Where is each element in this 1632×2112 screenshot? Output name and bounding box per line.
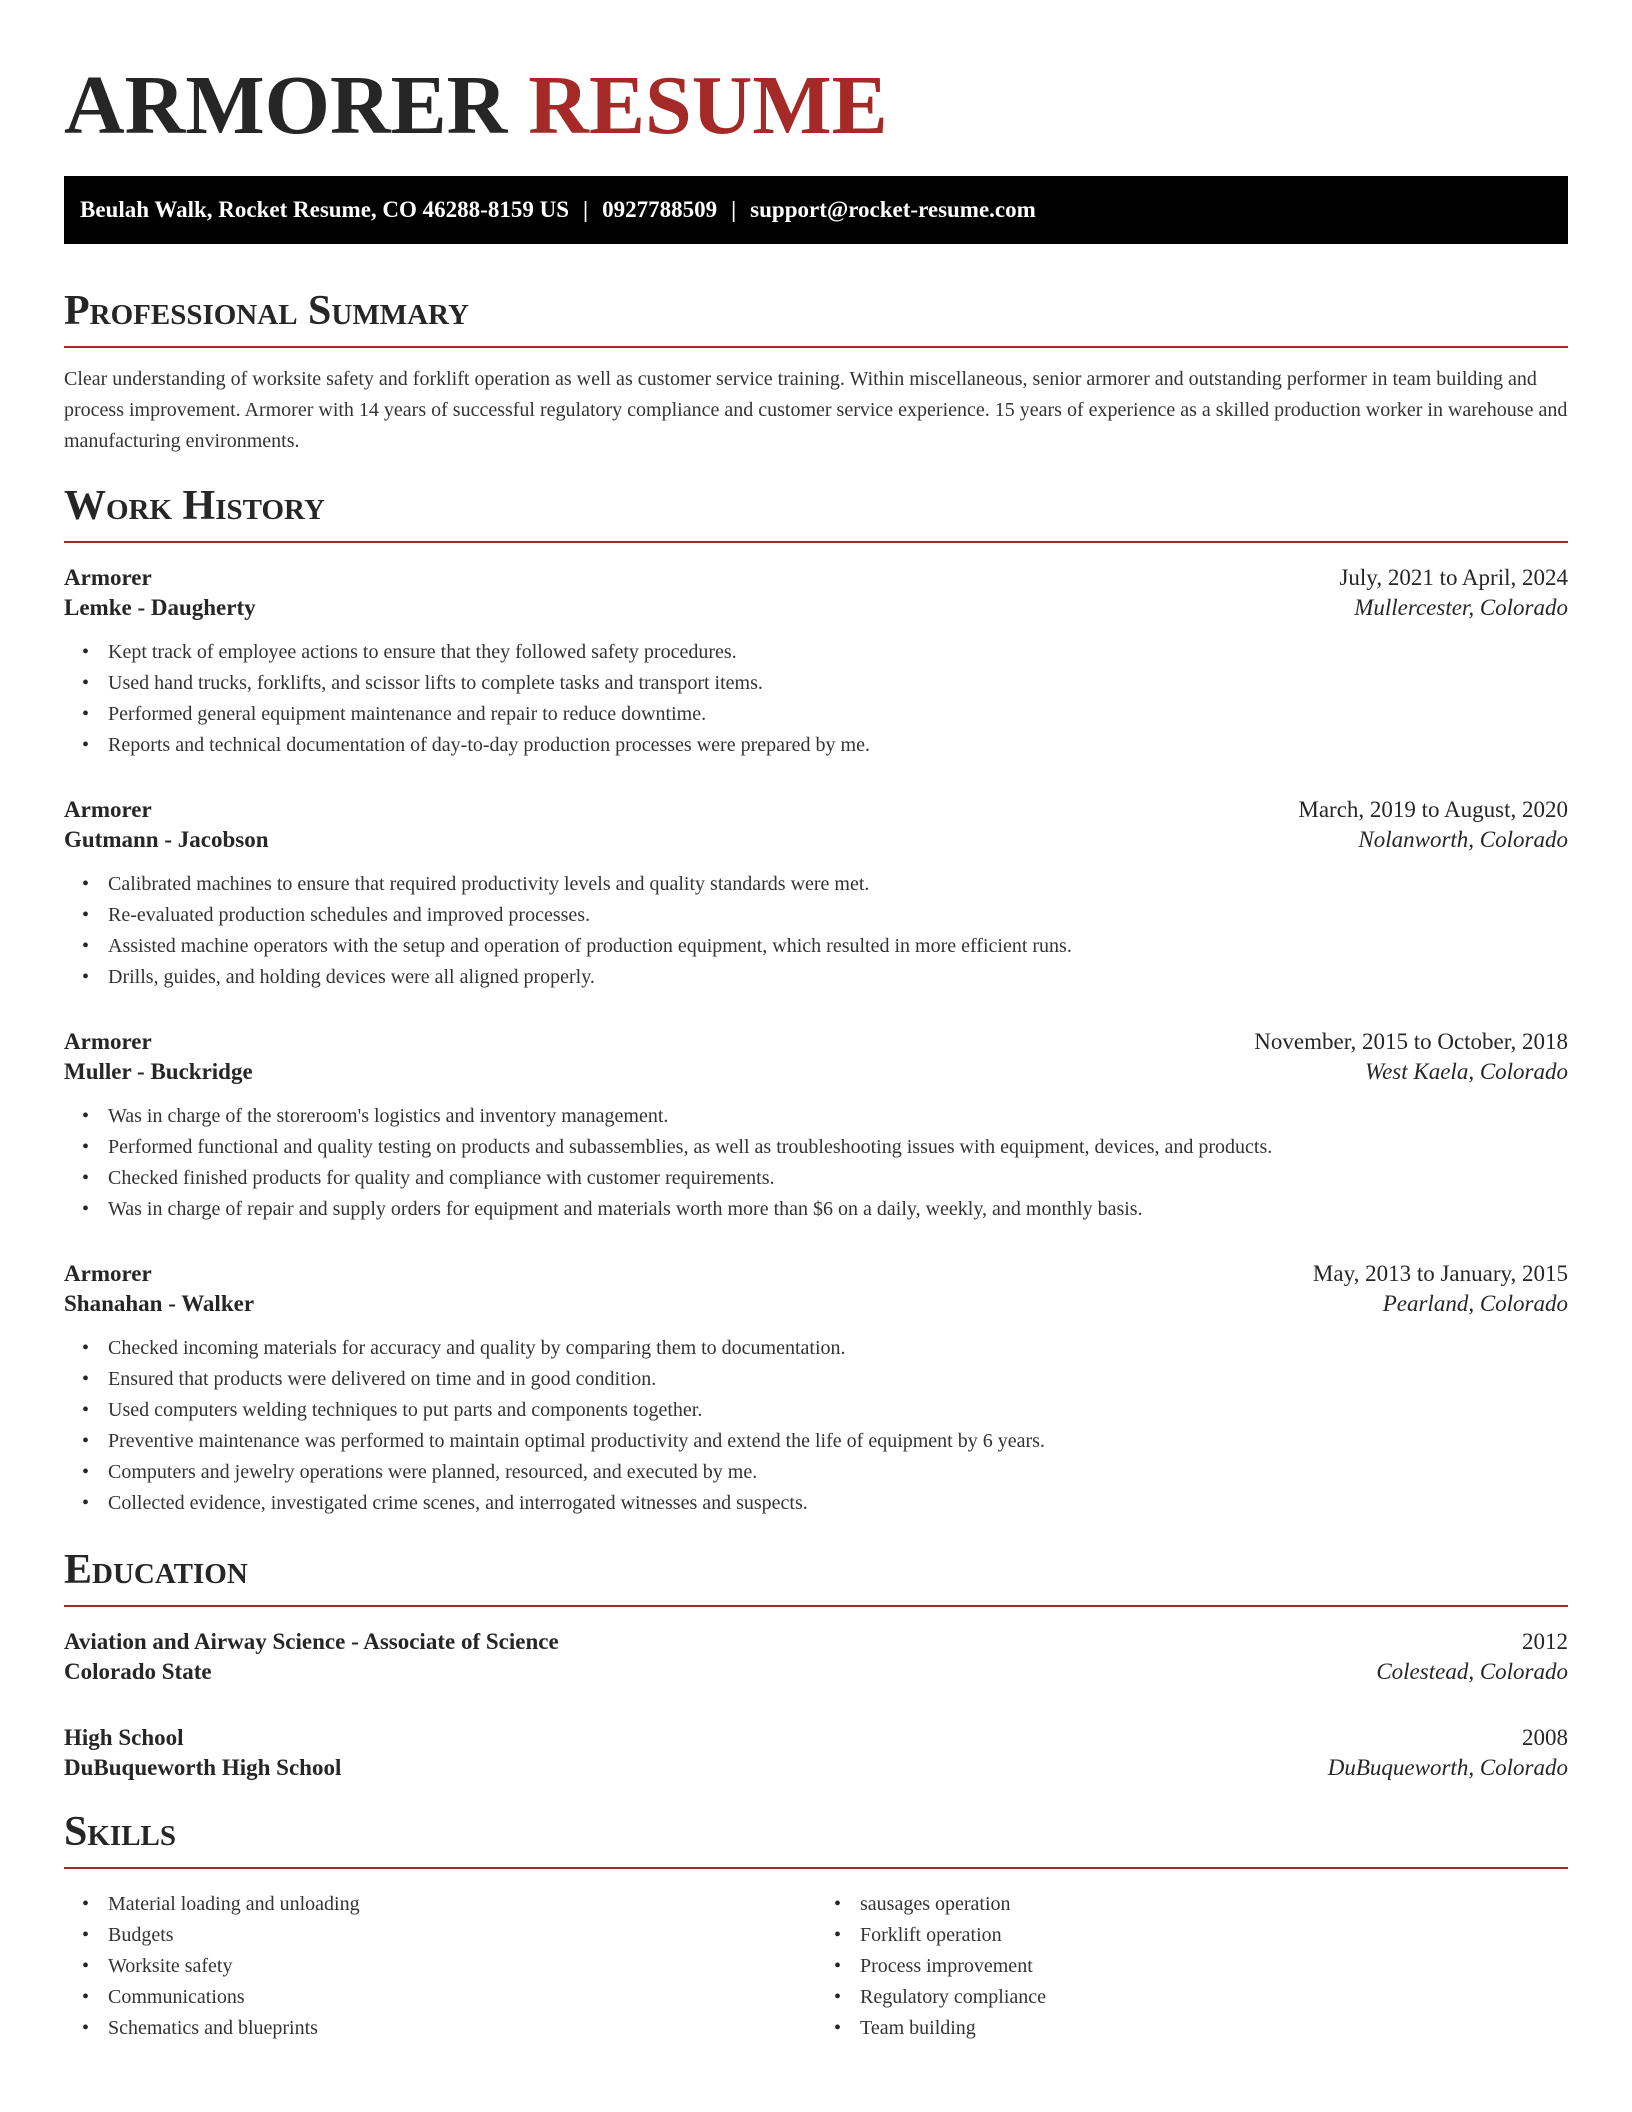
- skill-item: • Material loading and unloading: [108, 1889, 816, 1920]
- skill-item: • Budgets: [108, 1920, 816, 1951]
- company-name: Shanahan - Walker: [64, 1291, 255, 1316]
- job-bullet: • Performed general equipment maintenance and repair to reduce downtime.: [108, 699, 1568, 730]
- job-title: Armorer: [64, 1261, 152, 1286]
- job-bullet-list: [64, 637, 1568, 761]
- job-title: Armorer: [64, 797, 152, 822]
- job-company-row: [64, 1059, 1568, 1085]
- job-dates: July, 2021 to April, 2024: [1339, 565, 1568, 590]
- job-location: Pearland, Colorado: [1382, 1291, 1568, 1316]
- job-bullet: • Checked finished products for quality and compliance with customer requirements.: [108, 1163, 1568, 1194]
- contact-bar: [64, 176, 1568, 244]
- work-history-section: [64, 481, 1568, 1519]
- skills-section: [64, 1807, 1568, 2044]
- job-bullet: • Re-evaluated production schedules and improved processes.: [108, 900, 1568, 931]
- job-bullet: • Used hand trucks, forklifts, and scissor lifts to complete tasks and transport items.: [108, 668, 1568, 699]
- skill-item: • sausages operation: [860, 1889, 1568, 1920]
- job-title: Armorer: [64, 565, 152, 590]
- skill-item: • Schematics and blueprints: [108, 2013, 816, 2044]
- education-school-row: [64, 1659, 1568, 1685]
- job-bullet: • Assisted machine operators with the setup and operation of production equipment, which resulted in more efficient runs.: [108, 931, 1568, 962]
- skill-item: • Regulatory compliance: [860, 1982, 1568, 2013]
- job-bullet: • Was in charge of repair and supply orders for equipment and materials worth more than $6 on a daily, weekly, and monthly basis.: [108, 1194, 1568, 1225]
- skills-heading: Skills: [64, 1809, 177, 1855]
- education-school-row: [64, 1755, 1568, 1781]
- section-divider: [64, 346, 1568, 348]
- skill-item: • Process improvement: [860, 1951, 1568, 1982]
- job-list: [64, 565, 1568, 1519]
- education-section: [64, 1545, 1568, 1781]
- skill-item: • Forklift operation: [860, 1920, 1568, 1951]
- job-bullet: • Was in charge of the storeroom's logistics and inventory management.: [108, 1101, 1568, 1132]
- job-location: West Kaela, Colorado: [1365, 1059, 1568, 1084]
- school-name: Colorado State: [64, 1659, 212, 1684]
- job-bullet-list: [64, 1101, 1568, 1225]
- summary-text: Clear understanding of worksite safety and forklift operation as well as customer service training. Within miscellaneous, senior armorer and outstanding performer in team building and process improvement. Armorer with 14 years of successful regulatory compliance and customer service experience. 15 years of experience as a skilled production worker in warehouse and manufacturing environments.: [64, 368, 1568, 452]
- job-header-row: [64, 1261, 1568, 1287]
- job-company-row: [64, 1291, 1568, 1317]
- job-bullet: • Used computers welding techniques to put parts and components together.: [108, 1395, 1568, 1426]
- summary-section: [64, 286, 1568, 457]
- contact-phone: 0927788509: [602, 197, 718, 222]
- contact-separator: |: [583, 197, 589, 222]
- contact-address: Beulah Walk, Rocket Resume, CO 46288-8159 US: [80, 197, 569, 222]
- education-year: 2008: [1522, 1725, 1568, 1750]
- job-bullet: • Checked incoming materials for accuracy and quality by comparing them to documentation.: [108, 1333, 1568, 1364]
- education-header-row: [64, 1725, 1568, 1751]
- job-bullet: • Computers and jewelry operations were planned, resourced, and executed by me.: [108, 1457, 1568, 1488]
- job-entry: [64, 565, 1568, 761]
- education-header-row: [64, 1629, 1568, 1655]
- job-dates: November, 2015 to October, 2018: [1254, 1029, 1568, 1054]
- job-header-row: [64, 1029, 1568, 1055]
- job-bullet: • Performed functional and quality testing on products and subassemblies, as well as troubleshooting issues with equipment, devices, and products.: [108, 1132, 1568, 1163]
- resume-title: [64, 56, 1568, 156]
- skills-column-left: [64, 1889, 816, 2044]
- summary-heading: Professional Summary: [64, 288, 469, 334]
- job-header-row: [64, 565, 1568, 591]
- job-company-row: [64, 595, 1568, 621]
- job-header-row: [64, 797, 1568, 823]
- job-company-row: [64, 827, 1568, 853]
- education-degree: Aviation and Airway Science - Associate of Science: [64, 1629, 559, 1654]
- school-name: DuBuqueworth High School: [64, 1755, 342, 1780]
- job-location: Nolanworth, Colorado: [1358, 827, 1568, 852]
- skill-item: • Communications: [108, 1982, 816, 2013]
- job-bullet: • Drills, guides, and holding devices were all aligned properly.: [108, 962, 1568, 993]
- education-degree: High School: [64, 1725, 184, 1750]
- job-entry: [64, 1029, 1568, 1225]
- skill-item: • Team building: [860, 2013, 1568, 2044]
- skills-column-right: [816, 1889, 1568, 2044]
- school-location: Colestead, Colorado: [1376, 1659, 1568, 1684]
- work-history-heading: Work History: [64, 483, 325, 529]
- skill-item: • Worksite safety: [108, 1951, 816, 1982]
- company-name: Gutmann - Jacobson: [64, 827, 269, 852]
- job-bullet: • Ensured that products were delivered on time and in good condition.: [108, 1364, 1568, 1395]
- section-divider: [64, 1605, 1568, 1607]
- title-accent: RESUME: [528, 59, 888, 152]
- company-name: Lemke - Daugherty: [64, 595, 256, 620]
- contact-email[interactable]: support@rocket-resume.com: [750, 197, 1036, 222]
- title-main: ARMORER: [64, 59, 508, 152]
- job-bullet: • Reports and technical documentation of day-to-day production processes were prepared by me.: [108, 730, 1568, 761]
- section-divider: [64, 541, 1568, 543]
- job-dates: May, 2013 to January, 2015: [1312, 1261, 1568, 1286]
- school-location: DuBuqueworth, Colorado: [1327, 1755, 1568, 1780]
- company-name: Muller - Buckridge: [64, 1059, 253, 1084]
- education-heading: Education: [64, 1547, 248, 1593]
- job-entry: [64, 797, 1568, 993]
- job-bullet: • Kept track of employee actions to ensure that they followed safety procedures.: [108, 637, 1568, 668]
- job-dates: March, 2019 to August, 2020: [1298, 797, 1568, 822]
- job-bullet: • Collected evidence, investigated crime scenes, and interrogated witnesses and suspects.: [108, 1488, 1568, 1519]
- education-list: [64, 1629, 1568, 1781]
- job-location: Mullercester, Colorado: [1354, 595, 1568, 620]
- job-bullet-list: [64, 1333, 1568, 1519]
- job-bullet: • Calibrated machines to ensure that required productivity levels and quality standards were met.: [108, 869, 1568, 900]
- job-entry: [64, 1261, 1568, 1519]
- education-year: 2012: [1522, 1629, 1568, 1654]
- contact-separator: |: [731, 197, 737, 222]
- skills-grid: [64, 1869, 1568, 2044]
- education-entry: [64, 1629, 1568, 1685]
- job-bullet: • Preventive maintenance was performed to maintain optimal productivity and extend the life of equipment by 6 years.: [108, 1426, 1568, 1457]
- education-entry: [64, 1725, 1568, 1781]
- resume-page: [64, 0, 1568, 2044]
- job-title: Armorer: [64, 1029, 152, 1054]
- job-bullet-list: [64, 869, 1568, 993]
